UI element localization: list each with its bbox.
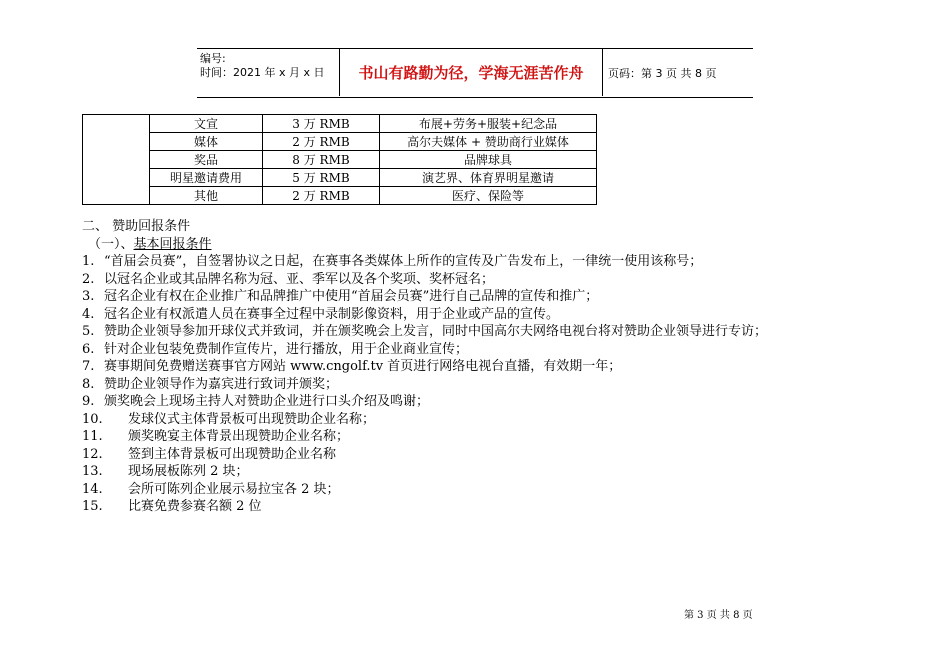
fee-amount: 8 万 RMB — [263, 151, 380, 169]
header-number: 编号: — [200, 52, 226, 65]
table-row — [83, 133, 597, 151]
list-item-text: “首届会员赛”，自签署协议之日起，在赛事各类媒体上所作的宣传及广告发布上，一律统一使用该称号； — [104, 254, 703, 269]
list-item-number: 7. — [82, 359, 95, 374]
list-item-text: 赞助企业领导参加开球仪式并致词，并在颁奖晚会上发言，同时中国高尔夫网络电视台将对赞助企业领导进行专访； — [104, 324, 768, 339]
table-row — [83, 187, 597, 205]
table-cell-empty — [83, 115, 150, 133]
header-time: 时间：2021 年 x 月 x 日 — [200, 66, 325, 79]
list-item-text: 现场展板陈列 2 块； — [128, 464, 249, 479]
list-item-number: 11. — [82, 429, 103, 444]
list-item-text: 比赛免费参赛名额 2 位 — [128, 499, 262, 514]
list-item-text: 赛事期间免费赠送赛事官方网站 www.cngolf.tv 首页进行网络电视台直播，有效期一年； — [104, 359, 622, 374]
fee-note: 高尔夫媒体 + 赞助商行业媒体 — [380, 133, 597, 151]
list-item-text: 发球仪式主体背景板可出现赞助企业名称； — [128, 411, 376, 427]
list-item — [82, 288, 882, 306]
list-item-number: 10. — [82, 411, 103, 427]
list-item — [82, 428, 882, 446]
header-motto: 书山有路勤为径，学海无涯苦作舟 — [358, 64, 584, 82]
subsection-label: 基本回报条件 — [133, 236, 212, 252]
fee-table — [82, 114, 597, 205]
page-footer: 第 3 页 共 8 页 — [684, 610, 753, 621]
table-cell-empty — [83, 133, 150, 151]
list-item-number: 4. — [82, 306, 95, 322]
fee-item: 奖品 — [150, 151, 263, 169]
list-item-text: 赞助企业领导作为嘉宾进行致词并颁奖； — [104, 376, 339, 392]
list-item — [82, 341, 882, 359]
list-item — [82, 498, 882, 516]
fee-note: 品牌球具 — [380, 151, 597, 169]
list-item — [82, 306, 882, 324]
list-item-number: 9. — [82, 394, 95, 409]
table-row — [83, 151, 597, 169]
fee-note: 医疗、保险等 — [380, 187, 597, 205]
list-item-text: 会所可陈列企业展示易拉宝各 2 块； — [128, 481, 340, 497]
fee-amount: 5 万 RMB — [263, 169, 380, 187]
fee-amount: 2 万 RMB — [263, 187, 380, 205]
table-row — [83, 115, 597, 133]
list-item-number: 8. — [82, 376, 95, 392]
list-item-number: 5. — [82, 324, 95, 339]
list-item-number: 3. — [82, 289, 95, 304]
list-item-number: 12. — [82, 446, 103, 462]
list-item — [82, 393, 882, 411]
fee-item: 其他 — [150, 187, 263, 205]
fee-note: 演艺界、体育界明星邀请 — [380, 169, 597, 187]
header-page-number: 页码：第 3 页 共 8 页 — [608, 67, 717, 80]
fee-amount: 2 万 RMB — [263, 133, 380, 151]
list-item-text: 签到主体背景板可出现赞助企业名称 — [128, 446, 337, 462]
table-cell-empty — [83, 169, 150, 187]
list-item — [82, 271, 882, 289]
list-item-text: 冠名企业有权派遣人员在赛事全过程中录制影像资料，用于企业或产品的宣传。 — [104, 306, 560, 322]
list-item-number: 1. — [82, 254, 95, 269]
list-item — [82, 481, 882, 499]
list-item-text: 冠名企业有权在企业推广和品牌推广中使用“首届会员赛”进行自己品牌的宣传和推广； — [104, 289, 599, 304]
list-item-text: 以冠名企业或其品牌名称为冠、亚、季军以及各个奖项、奖杯冠名； — [104, 271, 495, 287]
list-item-number: 13. — [82, 464, 103, 479]
fee-item: 媒体 — [150, 133, 263, 151]
list-item-number: 14. — [82, 481, 103, 497]
section-title: 二、 赞助回报条件 — [82, 219, 191, 234]
fee-item: 明星邀请费用 — [150, 169, 263, 187]
list-item-text: 针对企业包装免费制作宣传片，进行播放，用于企业商业宣传； — [104, 341, 469, 357]
list-item-number: 6. — [82, 341, 95, 357]
list-item — [82, 358, 882, 376]
list-item — [82, 446, 882, 464]
item-list — [82, 253, 882, 516]
header-meta — [200, 52, 338, 80]
fee-amount: 3 万 RMB — [263, 115, 380, 133]
list-item — [82, 376, 882, 394]
list-item — [82, 323, 882, 341]
document-body — [82, 218, 882, 516]
table-row — [83, 169, 597, 187]
list-item — [82, 463, 882, 481]
fee-item: 文宣 — [150, 115, 263, 133]
list-item-number: 15. — [82, 499, 103, 514]
header-divider — [602, 48, 603, 96]
list-item — [82, 411, 882, 429]
table-cell-empty — [83, 187, 150, 205]
list-item-text: 颁奖晚宴主体背景出现赞助企业名称； — [128, 429, 350, 444]
list-item-text: 颁奖晚会上现场主持人对赞助企业进行口头介绍及鸣谢； — [104, 394, 430, 409]
subsection-prefix: （一）、 — [88, 236, 134, 252]
table-cell-empty — [83, 151, 150, 169]
list-item — [82, 253, 882, 271]
fee-note: 布展+劳务+服装+纪念品 — [380, 115, 597, 133]
subsection-title — [82, 236, 882, 254]
list-item-number: 2. — [82, 271, 95, 287]
